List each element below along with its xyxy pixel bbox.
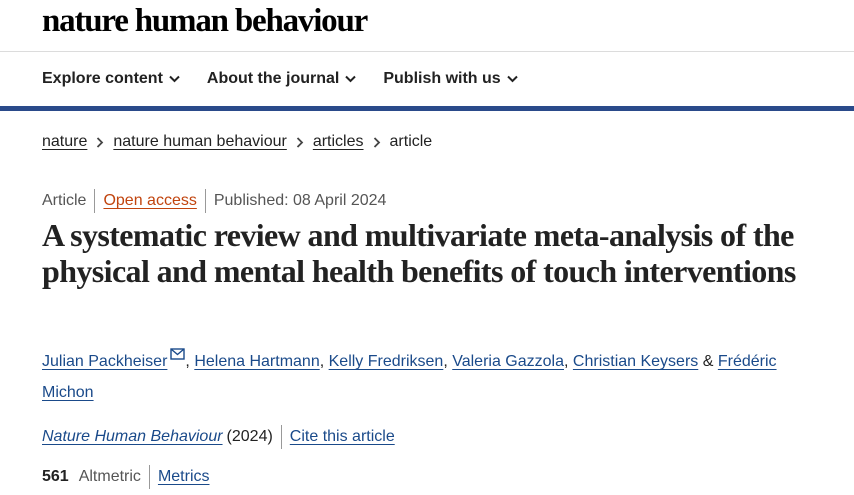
author-separator: , xyxy=(564,353,569,370)
altmetric-label: Altmetric xyxy=(78,468,141,485)
altmetric-score: 561 xyxy=(42,468,69,485)
divider xyxy=(205,189,206,213)
chevron-down-icon xyxy=(507,75,518,83)
chevron-right-icon xyxy=(373,137,381,148)
author-link[interactable]: Christian Keysers xyxy=(572,353,699,370)
nav-label: About the journal xyxy=(206,70,340,87)
chevron-down-icon xyxy=(345,75,356,83)
author-separator: , xyxy=(319,353,325,370)
breadcrumb-journal[interactable]: nature human behaviour xyxy=(113,133,287,150)
divider xyxy=(94,189,95,213)
cite-article-link[interactable]: Cite this article xyxy=(289,428,395,445)
author-link[interactable]: Kelly Fredriksen xyxy=(328,353,444,370)
author-link[interactable]: Valeria Gazzola xyxy=(452,353,564,370)
chevron-right-icon xyxy=(96,137,104,148)
site-logo[interactable]: nature human behaviour xyxy=(42,3,368,39)
published-date: Published: 08 April 2024 xyxy=(213,192,387,209)
journal-citation xyxy=(42,425,395,449)
author-separator: , xyxy=(443,353,448,370)
author-link[interactable]: Frédéric Michon xyxy=(42,353,777,401)
header-divider xyxy=(0,51,854,52)
journal-name-link[interactable]: Nature Human Behaviour xyxy=(42,428,223,445)
breadcrumb xyxy=(42,133,432,151)
author-separator: & xyxy=(702,353,714,370)
chevron-down-icon xyxy=(169,75,180,83)
author-separator: , xyxy=(185,353,190,370)
article-meta xyxy=(42,189,386,213)
nav-label: Publish with us xyxy=(383,70,501,87)
breadcrumb-nature[interactable]: nature xyxy=(42,133,88,150)
accent-bar xyxy=(0,106,854,111)
author-list xyxy=(42,346,832,408)
divider xyxy=(281,425,282,449)
chevron-right-icon xyxy=(296,137,304,148)
author-link[interactable]: Helena Hartmann xyxy=(194,353,320,370)
envelope-icon[interactable] xyxy=(170,348,185,360)
breadcrumb-articles[interactable]: articles xyxy=(312,133,364,150)
article-type: Article xyxy=(42,192,87,209)
nav-label: Explore content xyxy=(42,70,163,87)
breadcrumb-current: article xyxy=(389,133,433,150)
nav-explore-content[interactable] xyxy=(42,70,180,88)
nav-publish-with-us[interactable] xyxy=(383,70,517,88)
journal-year: (2024) xyxy=(226,428,273,445)
open-access-link[interactable]: Open access xyxy=(103,192,197,209)
altmetric-row xyxy=(42,465,210,489)
nav-about-journal[interactable] xyxy=(207,70,356,88)
main-nav xyxy=(42,70,518,88)
article-title: A systematic review and multivariate meta-analysis of the physical and mental health benefits of touch interventions xyxy=(42,217,796,289)
divider xyxy=(149,465,150,489)
author-link[interactable]: Julian Packheiser xyxy=(42,353,168,370)
metrics-link[interactable]: Metrics xyxy=(157,468,210,485)
